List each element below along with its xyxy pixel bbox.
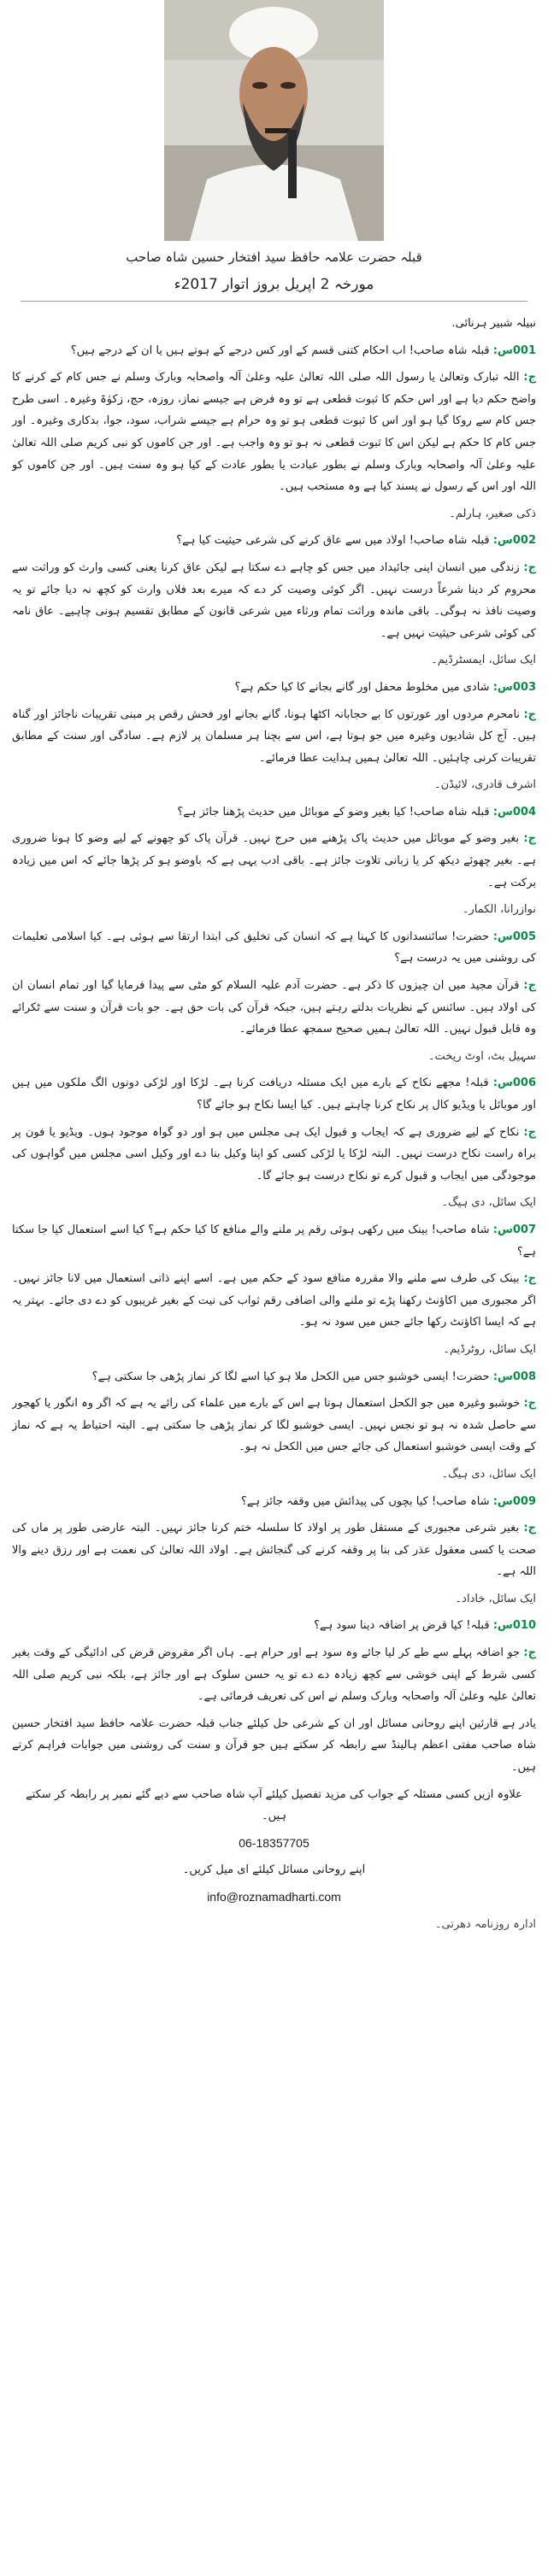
qa-list xyxy=(12,340,536,1708)
signer-line: ایک سائل، دی ہیگ۔ xyxy=(441,1196,536,1210)
divider xyxy=(21,301,527,302)
question-label: س: xyxy=(492,1494,513,1508)
answer-label: ج: xyxy=(523,1397,536,1411)
question-text: قبلہ شاہ صاحب! اولاد میں سے عاق کرنے کی شرعی حیثیت کیا ہے؟ xyxy=(176,534,490,548)
answer-text: خوشبو وغیرہ میں جو الکحل استعمال ہوتا ہے اس کے بارے میں علماء کی رائے یہ ہے کہ اگر وہ انگور یا کھجور سے حاصل شدہ نہ ہو تو نجس نہیں۔ ایسی خوشبو لگا کر نماز پڑھی جا سکتی ہے۔ البتہ احتیاط یہ ہے کہ نماز کے وقت ایسی خوشبو استعمال کی جائے جس میں الکحل نہ ہو۔ xyxy=(12,1397,536,1454)
question-3 xyxy=(12,677,536,699)
answer-text: زندگی میں انسان اپنی جائیداد میں جس کو چاہے دے سکتا ہے لیکن عاق کرنا یعنی کسی وارث کو وراثت سے محروم کر دینا شرعاً درست نہیں۔ اگر کوئی وصیت کر دے کہ میرے بعد فلاں وارث کو کچھ نہ دیا جائے تو یہ وصیت نافذ نہ ہوگی۔ باقی ماندہ وراثت تمام ورثاء میں شرعی قانون کے مطابق تقسیم ہونی چاہیے۔ عاق نامہ کی کوئی شرعی حیثیت نہیں ہے۔ xyxy=(12,560,536,640)
signer-line: ایک سائل، روٹرڈیم۔ xyxy=(443,1342,536,1356)
portrait-image xyxy=(164,0,384,241)
signer-line: اشرف قادری، لائیڈن۔ xyxy=(434,778,536,792)
question-number: 006 xyxy=(512,1077,536,1090)
question-text: قبلہ شاہ صاحب! کیا بغیر وضو کے موبائل میں حدیث پڑھنا جائز ہے؟ xyxy=(177,805,490,819)
question-5 xyxy=(12,926,536,970)
question-text: شاہ صاحب! بینک میں رکھی ہوئی رقم پر ملنے والے منافع کا کیا حکم ہے؟ کیا اسے استعمال کیا جا سکتا ہے؟ xyxy=(12,1223,536,1259)
answer-text: نکاح کے لیے ضروری ہے کہ ایجاب و قبول ایک ہی مجلس میں ہو اور دو گواہ موجود ہوں۔ ویڈیو یا فون پر براہ راست نکاح درست نہیں۔ البتہ لڑکا یا لڑکی کسی کو اپنا وکیل بنا دے اور وکیل اسی مجلس میں گواہوں کی موجودگی میں ایجاب و قبول کرے تو نکاح درست ہو جائے گا۔ xyxy=(12,1125,536,1182)
answer-label: ج: xyxy=(523,1272,536,1286)
answer-text: نامحرم مردوں اور عورتوں کا بے حجابانہ اکٹھا ہونا، گانے بجانے اور فحش رقص پر مبنی تقریبات ناجائز اور گناہ ہیں۔ آج کل شادیوں وغیرہ میں جو ہوتا ہے، اس سے بچنا ہر مسلمان پر لازم ہے۔ سادگی اور سنت کے مطابق تقریبات کرنی چاہئیں۔ اللہ تعالیٰ ہمیں ہدایت عطا فرمائے۔ xyxy=(12,707,536,765)
question-number: 009 xyxy=(512,1494,536,1508)
answer-text: بغیر شرعی مجبوری کے مستقل طور پر اولاد کا سلسلہ ختم کرنا جائز نہیں۔ البتہ عارضی طور پر ماں کی صحت یا کسی معقول عذر کی بنا پر وقفہ کرنے کی گنجائش ہے۔ اولاد اللہ تعالیٰ کی نعمت ہے اور رزق دینے والا اللہ ہے۔ xyxy=(12,1522,536,1579)
question-number: 005 xyxy=(512,930,536,943)
question-label: س: xyxy=(492,930,513,943)
answer-9 xyxy=(12,1517,536,1583)
question-text: حضرت! سائنسدانوں کا کہنا ہے کہ انسان کی تخلیق کی ابتدا ارتقا سے ہوئی ہے۔ کیا اسلامی تعلیمات کی روشنی میں یہ درست ہے؟ xyxy=(12,930,536,965)
question-text: قبلہ! مجھے نکاح کے بارے میں ایک مسئلہ دریافت کرنا ہے۔ لڑکا اور لڑکی دونوں الگ ملکوں میں ہیں اور موبائل یا ویڈیو کال پر نکاح کرنا چاہتے ہیں۔ کیا ایسا نکاح ہو جائے گا؟ xyxy=(12,1077,536,1112)
photo-caption-date: مورخہ 2 اپریل بروز اتوار 2017ء xyxy=(174,276,374,293)
question-8 xyxy=(12,1366,536,1388)
question-label: س: xyxy=(492,805,513,819)
answer-text: اللہ تبارک وتعالیٰ یا رسول اللہ صلی اللہ تعالیٰ علیہ وعلیٰ آلہ واصحابہ وبارک وسلم نے جس کام کے کرنے کا واضح حکم دیا ہے اور اس حکم کا ثبوت قطعی ہے تو وہ فرض ہے جیسے نماز، روزہ، حج، زکوٰۃ وغیرہ۔ اسی طرح جس کام سے روکا گیا ہو اور اس کا ثبوت قطعی ہو تو وہ حرام ہے جیسے شراب، سود، جوا، بدکاری وغیرہ۔ اور جس کام کا حکم ہے لیکن اس کا ثبوت قطعی نہ ہو تو وہ واجب ہے۔ اور جن کاموں کو نبی کریم صلی اللہ تعالیٰ علیہ وعلیٰ آلہ واصحابہ وبارک وسلم نے بطور عبادت یا بطور عادت کے کیا ہو وہ سنت ہیں۔ اور جن کاموں کو اللہ اور اس کے رسول نے پسند کیا ہے وہ مستحب ہیں۔ xyxy=(12,371,536,494)
question-number: 003 xyxy=(512,680,536,694)
question-number: 008 xyxy=(512,1370,536,1383)
answer-label: ج: xyxy=(523,371,536,384)
answer-text: بینک کی طرف سے ملنے والا مقررہ منافع سود کے حکم میں ہے۔ اسے اپنے ذاتی استعمال میں لانا جائز نہیں۔ اگر مجبوری میں اکاؤنٹ رکھنا پڑے تو ملنے والی اضافی رقم ثواب کی نیت کے بغیر غریبوں کو دے دی جائے۔ بہتر یہ ہے کہ ایسا اکاؤنٹ رکھا جائے جس میں سود نہ ہو۔ xyxy=(12,1272,536,1329)
contact-email[interactable]: info@roznamadharti.com xyxy=(207,1890,341,1904)
question-text: حضرت! ایسی خوشبو جس میں الکحل ملا ہو کیا اسے لگا کر نماز پڑھی جا سکتی ہے؟ xyxy=(91,1370,490,1383)
footer-credit: ادارہ روزنامہ دھرتی۔ xyxy=(434,1917,536,1931)
question-10 xyxy=(12,1615,536,1637)
question-label: س: xyxy=(492,1223,513,1236)
question-label: س: xyxy=(492,1077,513,1090)
answer-6 xyxy=(12,1122,536,1188)
answer-7 xyxy=(12,1268,536,1334)
question-6 xyxy=(12,1072,536,1116)
answer-text: بغیر وضو کے موبائل میں حدیث پاک پڑھنے میں حرج نہیں۔ قرآن پاک کو چھونے کے لیے وضو کا ہونا ضروری ہے۔ بغیر چھوئے دیکھ کر یا زبانی تلاوت جائز ہے۔ باقی ادب یہی ہے کہ باوضو ہو کر پڑھا جائے کہ اس میں زیادہ برکت ہے۔ xyxy=(12,832,536,889)
question-1 xyxy=(12,340,536,362)
question-label: س: xyxy=(492,1619,513,1633)
contact-phone[interactable]: 06-18357705 xyxy=(239,1835,309,1850)
question-text: شادی میں مخلوط محفل اور گانے بجانے کا کیا حکم ہے؟ xyxy=(234,680,490,694)
question-label: س: xyxy=(492,343,513,357)
answer-text: جو اضافہ پہلے سے طے کر لیا جائے وہ سود ہے اور حرام ہے۔ ہاں اگر مقروض قرض کی ادائیگی کے وقت بغیر کسی شرط کے اپنی خوشی سے کچھ زیادہ دے دے تو یہ حسن سلوک ہے اور جائز ہے، بلکہ نبی کریم صلی اللہ تعالیٰ علیہ وعلیٰ آلہ واصحابہ وبارک وسلم نے اس کی تعریف فرمائی ہے۔ xyxy=(12,1646,536,1704)
signer-line: ذکی صغیر، ہارلم۔ xyxy=(449,507,536,520)
answer-10 xyxy=(12,1642,536,1708)
answer-label: ج: xyxy=(523,560,536,574)
closing-paragraph-2: علاوہ ازیں کسی مسئلہ کے جواب کی مزید تفصیل کیلئے آپ شاہ صاحب سے دیے گئے نمبر پر رابطہ کر سکتے ہیں۔ xyxy=(26,1787,522,1823)
answer-label: ج: xyxy=(523,707,536,721)
signer-line: ایک سائل، ایمسٹرڈیم۔ xyxy=(431,654,536,667)
answer-4 xyxy=(12,828,536,894)
answer-1 xyxy=(12,367,536,498)
signer-line: ایک سائل، خاداد۔ xyxy=(455,1592,536,1605)
question-text: قبلہ! کیا قرض پر اضافہ دینا سود ہے؟ xyxy=(314,1619,490,1633)
photo-caption-name: قبلہ حضرت علامہ حافظ سید افتخار حسین شاہ صاحب xyxy=(126,249,422,265)
question-2 xyxy=(12,530,536,552)
answer-5 xyxy=(12,975,536,1041)
question-9 xyxy=(12,1491,536,1513)
answer-label: ج: xyxy=(523,1522,536,1535)
answer-label: ج: xyxy=(523,832,536,846)
answer-label: ج: xyxy=(523,1125,536,1139)
signer-line: نوازرانا، الکمار۔ xyxy=(462,903,536,917)
portrait-photo xyxy=(164,0,384,241)
question-text: قبلہ شاہ صاحب! اب احکام کتنی قسم کے اور کس درجے کے ہوتے ہیں یا ان کے درجے ہیں؟ xyxy=(70,343,490,357)
answer-3 xyxy=(12,704,536,770)
answer-8 xyxy=(12,1393,536,1458)
question-number: 001 xyxy=(512,343,536,357)
answer-text: قرآن مجید میں ان چیزوں کا ذکر ہے۔ حضرت آدم علیہ السلام کو مٹی سے پیدا فرمایا گیا اور تمام انسان ان کی اولاد ہیں۔ سائنس کے نظریات بدلتے رہتے ہیں، جبکہ قرآن کی بات حق ہے۔ جو بات قرآن و سنت سے ٹکرائے وہ قابل قبول نہیں۔ اللہ تعالیٰ ہمیں صحیح سمجھ عطا فرمائے۔ xyxy=(12,979,536,1036)
question-number: 004 xyxy=(512,805,536,819)
answer-label: ج: xyxy=(523,979,536,993)
closing-paragraph-1: یادر ہے قارئین اپنے روحانی مسائل اور ان کے شرعی حل کیلئے جناب قبلہ حضرت علامہ حافظ سید افتخار حسین شاہ صاحب مفتی اعظم ہالینڈ سے رابطہ کر سکتے ہیں جو قرآن و سنت کی روشنی میں جوابات فراہم کرتے ہیں۔ xyxy=(12,1716,536,1775)
email-note: اپنے روحانی مسائل کیلئے ای میل کریں۔ xyxy=(182,1863,366,1877)
answer-label: ج: xyxy=(523,1646,536,1660)
question-number: 002 xyxy=(512,534,536,548)
question-number: 007 xyxy=(512,1223,536,1236)
question-number: 010 xyxy=(512,1619,536,1633)
article-body xyxy=(12,313,536,2560)
signer-line: سہیل بٹ، اوٹ ریخت۔ xyxy=(427,1049,536,1063)
question-7 xyxy=(12,1219,536,1263)
question-4 xyxy=(12,801,536,824)
question-label: س: xyxy=(492,534,513,548)
question-label: س: xyxy=(492,680,513,694)
answer-2 xyxy=(12,557,536,644)
question-label: س: xyxy=(492,1370,513,1383)
question-text: شاہ صاحب! کیا بچوں کی پیدائش میں وقفہ جائز ہے؟ xyxy=(240,1494,490,1508)
signer-line: ایک سائل، دی ہیگ۔ xyxy=(441,1467,536,1481)
intro-line: نبیلہ شبیر ہرنائی. xyxy=(451,317,536,330)
